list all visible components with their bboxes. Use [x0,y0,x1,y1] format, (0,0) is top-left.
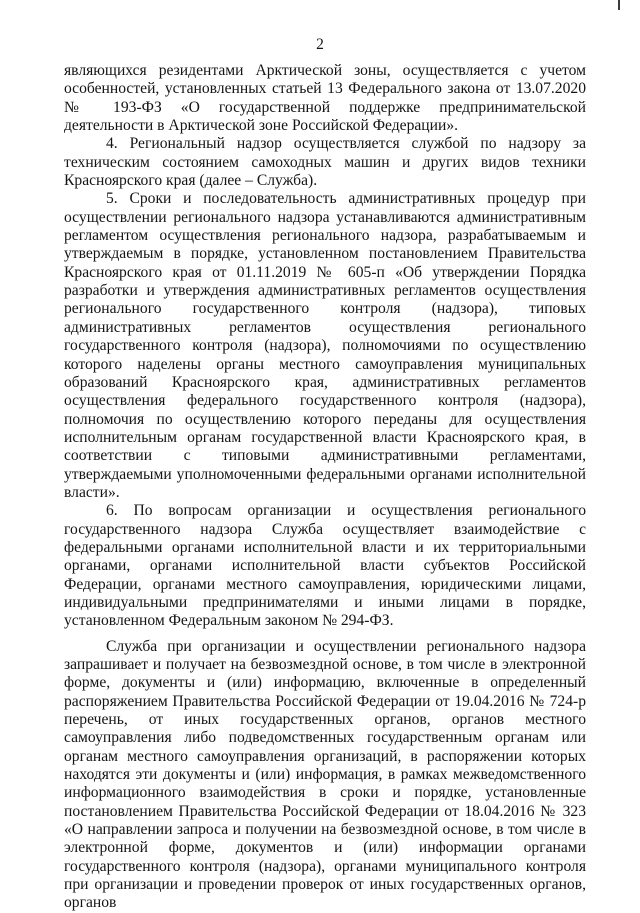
page-number: 2 [316,36,324,53]
paragraph-service-requests: Служба при организации и осуществлении регионального надзора запрашивает и получает на безвозмездной основе, в том числе в электронной форме, документы и (или) информацию, включенные в определенный распоряжением Правительства Российской Федерации от 19.04.2016 № 724-р перечень, от иных государственных органов, органов местного самоуправления либо подведомственных государственным органам или органам местного самоуправления организаций, в распоряжении которых находятся эти документы и (или) информация, в рамках межведомственного информационного взаимодействия в сроки и порядке, установленные постановлением Правительства Российской Федерации от 18.04.2016 № 323 «О направлении запроса и получении на безвозмездной основе, в том числе в электронной форме, документов и (или) информации органами государственного контроля (надзора), органами муниципального контроля при организации и проведении проверок от иных государственных органов, органов [64,637,586,912]
paragraph-item-4: 4. Региональный надзор осуществляется службой по надзору за техническим состоянием самоходных машин и других видов техники Красноярского края (далее – Служба). [64,135,586,190]
paragraph-continuation: являющихся резидентами Арктической зоны, осуществляется с учетом особенностей, установленных статьей 13 Федерального закона от 13.07.2020 № 193-ФЗ «О государственной поддержке предпринимательской деятельности в Арктической зоне Российской Федерации». [64,62,586,135]
document-body [64,62,586,913]
paragraph-item-5: 5. Сроки и последовательность административных процедур при осуществлении регионального надзора устанавливаются административным регламентом осуществления регионального надзора, разрабатываемым и утверждаемым в порядке, установленном постановлением Правительства Красноярского края от 01.11.2019 № 605-п «Об утверждении Порядка разработки и утверждения административных регламентов осуществления регионального государственного контроля (надзора), типовых административных регламентов осуществления регионального государственного контроля (надзора), полномочиями по осуществлению которого наделены органы местного самоуправления муниципальных образований Красноярского края, административных регламентов осуществления федерального государственного контроля (надзора), полномочия по осуществлению которого переданы для осуществления исполнительным органам государственной власти Красноярского края, в соответствии с типовыми административными регламентами, утверждаемыми уполномоченными федеральными органами исполнительной власти». [64,190,586,501]
scan-edge-mark [618,0,620,10]
paragraph-item-6: 6. По вопросам организации и осуществления регионального государственного надзора Служба осуществляет взаимодействие с федеральными органами исполнительной власти и их территориальными органами, органами исполнительной власти субъектов Российской Федерации, органами местного самоуправления, юридическими лицами, индивидуальными предпринимателями и иными лицами в порядке, установленном Федеральным законом № 294-ФЗ. [64,502,586,630]
